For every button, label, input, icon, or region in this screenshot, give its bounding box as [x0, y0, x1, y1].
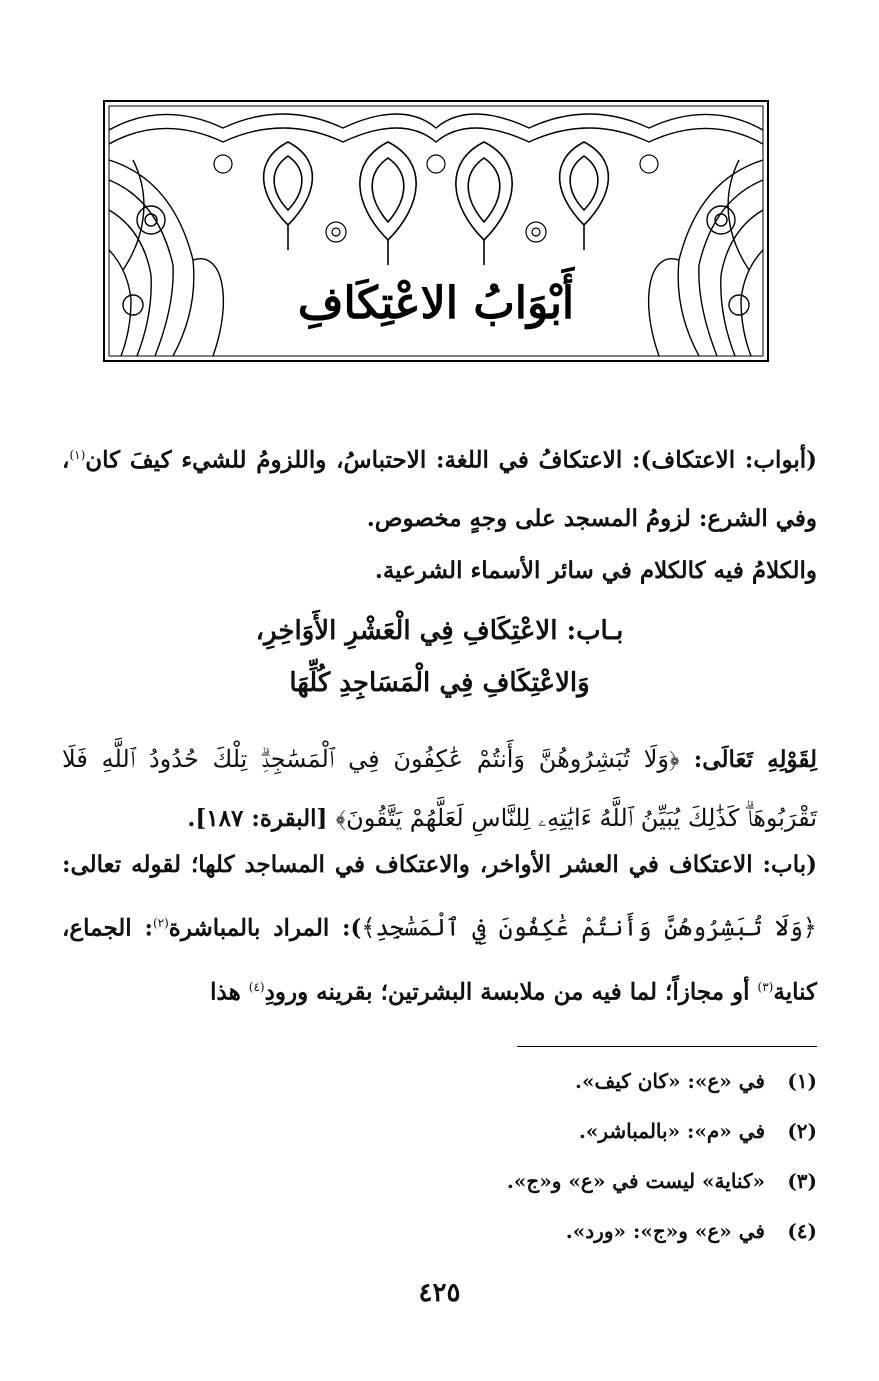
commentary-verse: ﴿وَلَا تُبَشِرُوهُنَّ وَأَنتُمْ عَٰكِفُونَ فِي ٱلْمَسَٰجِدِ﴾	[361, 913, 817, 942]
footnote-3	[117, 1164, 817, 1214]
commentary-text-e: هذا	[210, 978, 249, 1006]
commentary-text-d: أو مجازاً؛ لما فيه من ملابسة البشرتين؛ بقرينه ورودِ	[264, 978, 758, 1006]
footnote-number: (١)	[787, 1069, 817, 1093]
commentary-text-b: ): المراد بالمباشرة	[168, 914, 362, 942]
footnote-ref-2[interactable]: (٢)	[152, 916, 169, 930]
footnote-4	[117, 1214, 817, 1264]
footnote-text: «كناية» ليست في «ع» و«ج».	[506, 1169, 765, 1193]
page-number: ٤٢٥	[418, 1278, 461, 1308]
bab-heading-line-2: وَالاعْتِكَافِ فِي الْمَسَاجِدِ كُلِّهَا	[289, 668, 590, 698]
verse-reference: [البقرة: ١٨٧].	[187, 805, 328, 832]
footnotes-list	[117, 1064, 817, 1264]
footnote-divider	[517, 1046, 817, 1047]
definition-text: (أبواب: الاعتكاف): الاعتكافُ في اللغة: الاحتباسُ، واللزومُ للشيء كيفَ كان	[85, 446, 817, 474]
verse-intro: لِقَوْلِهِ تَعَالَى:	[693, 746, 817, 773]
bab-label: بـاب	[576, 616, 624, 646]
footnote-number: (٣)	[787, 1169, 817, 1193]
bab-heading-line-1	[62, 616, 817, 646]
footnote-text: في «م»: «بالمباشر».	[578, 1119, 765, 1143]
paragraph-commentary	[62, 836, 817, 1021]
footnote-2	[117, 1114, 817, 1164]
quran-verse-paragraph	[62, 730, 817, 848]
verse-text: ﴿وَلَا تُبَشِرُوهُنَّ وَأَنتُمْ عَٰكِفُونَ فِي ٱلْمَسَٰجِدِۗ تِلْكَ حُدُودُ ٱللَّهِ فَلَا تَقْرَبُوهَاۗ كَذَٰلِكَ يُبَيِّنُ ٱللَّهُ ءَايَٰتِهِۦ لِلنَّاسِ لَعَلَّهُمْ يَتَّقُونَ﴾	[62, 745, 817, 832]
footnote-1	[117, 1064, 817, 1114]
paragraph-statement: والكلامُ فيه كالكلام في سائر الأسماء الشرعية.	[374, 557, 817, 584]
footnote-ref-4[interactable]: (٤)	[248, 979, 265, 994]
paragraph-definition	[62, 426, 817, 548]
footnote-text: في «ع» و«ج»: «ورد».	[565, 1219, 765, 1243]
footnote-number: (٢)	[787, 1119, 817, 1143]
footnote-ref-3[interactable]: (٣)	[757, 979, 774, 994]
chapter-title: أَبْوَابُ الاعْتِكَافِ	[297, 278, 575, 329]
bab-title-1: : الاعْتِكَافِ فِي الْعَشْرِ الأَوَاخِرِ،	[255, 616, 577, 646]
commentary-text-a: (باب: الاعتكاف في العشر الأواخر، والاعتكاف في المساجد كلها؛ لقوله تعالى:	[62, 851, 817, 878]
footnote-ref-1[interactable]: (١)	[69, 448, 86, 462]
definition-text-rest: ، وفي الشرع: لزومُ المسجد على وجهٍ مخصوص.	[62, 446, 817, 532]
footnote-number: (٤)	[787, 1219, 817, 1243]
footnote-text: في «ع»: «كان كيف».	[575, 1069, 765, 1093]
commentary-text-c: : الجماع، كناية	[62, 914, 817, 1006]
